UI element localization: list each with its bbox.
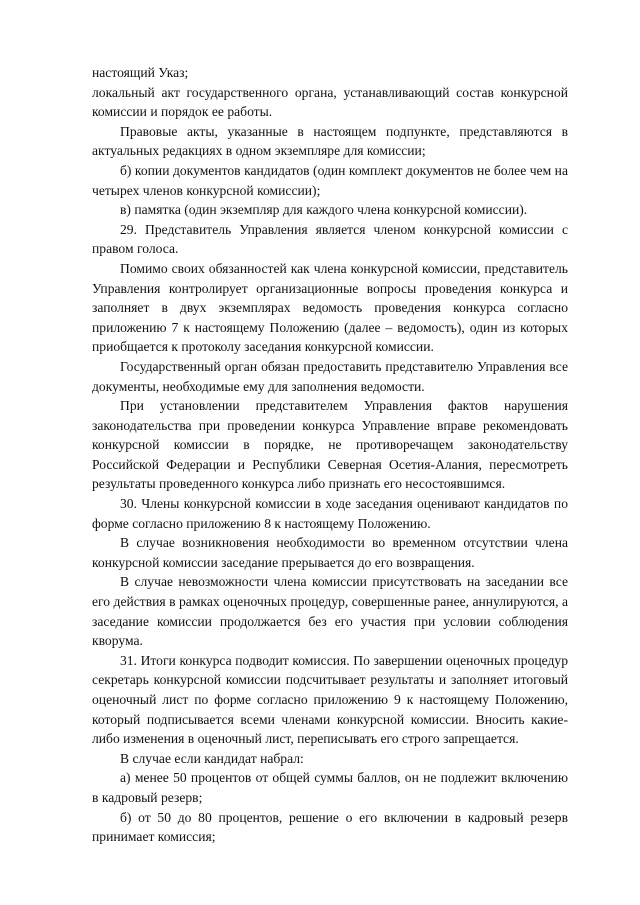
paragraph-2: локальный акт государственного органа, устанавливающий состав конкурсной комиссии и порядок ее работы.	[92, 84, 568, 120]
paragraph-15: а) менее 50 процентов от общей суммы баллов, он не подлежит включению в кадровый резерв;	[92, 770, 568, 805]
paragraph-8: Государственный орган обязан предоставить представителю Управления все документы, необходимые ему для заполнения ведомости.	[92, 358, 568, 394]
paragraph-13: 31. Итоги конкурса подводит комиссия. По завершении оценочных процедур секретарь конкурсной комиссии подсчитывает результаты и заполняет итоговый оценочный лист по форме согласно приложению 9 к настоящему Положению, который подписывается всеми членами конкурсной комиссии. Вносить какие-либо изменения в оценочный лист, переписывать его строго запрещается.	[92, 652, 568, 747]
paragraph-10: 30. Члены конкурсной комиссии в ходе заседания оценивают кандидатов по форме согласно приложению 8 к настоящему Положению.	[92, 496, 568, 531]
paragraph-14: В случае если кандидат набрал:	[120, 750, 304, 766]
paragraph-6: 29. Представитель Управления является членом конкурсной комиссии с правом голоса.	[92, 221, 568, 257]
paragraph-11: В случае возникновения необходимости во временном отсутствии члена конкурсной комиссии заседание прерывается до его возвращения.	[92, 535, 568, 570]
paragraph-12: В случае невозможности члена комиссии присутствовать на заседании все его действия в рамках оценочных процедур, совершенные ранее, аннулируются, а заседание комиссии продолжается без его участия при условии соблюдения кворума.	[92, 574, 568, 649]
paragraph-9: При установлении представителем Управления фактов нарушения законодательства при проведении конкурса Управление вправе рекомендовать конкурсной комиссии в порядке, не противоречащем законодательству Российской Федерации и Республики Северная Осетия-Алания, пересмотреть результаты проведенного конкурса либо признать его несостоявшимся.	[92, 398, 568, 492]
paragraph-16: б) от 50 до 80 процентов, решение о его включении в кадровый резерв принимает комиссия;	[92, 809, 568, 845]
paragraph-7: Помимо своих обязанностей как члена конкурсной комиссии, представитель Управления контролирует организационные вопросы проведения конкурса и заполняет в двух экземплярах ведомость проведения конкурса согласно приложению 7 к настоящему Положению (далее – ведомость), один из которых приобщается к протоколу заседания конкурсной комиссии.	[92, 260, 568, 355]
document-body	[92, 63, 568, 847]
paragraph-3: Правовые акты, указанные в настоящем подпункте, представляются в актуальных редакциях в одном экземпляре для комиссии;	[92, 123, 568, 159]
paragraph-5: в) памятка (один экземпляр для каждого члена конкурсной комиссии).	[120, 202, 528, 218]
paragraph-1: настоящий Указ;	[92, 65, 189, 80]
paragraph-4: б) копии документов кандидатов (один комплект документов не более чем на четырех членов конкурсной комиссии);	[92, 162, 568, 198]
